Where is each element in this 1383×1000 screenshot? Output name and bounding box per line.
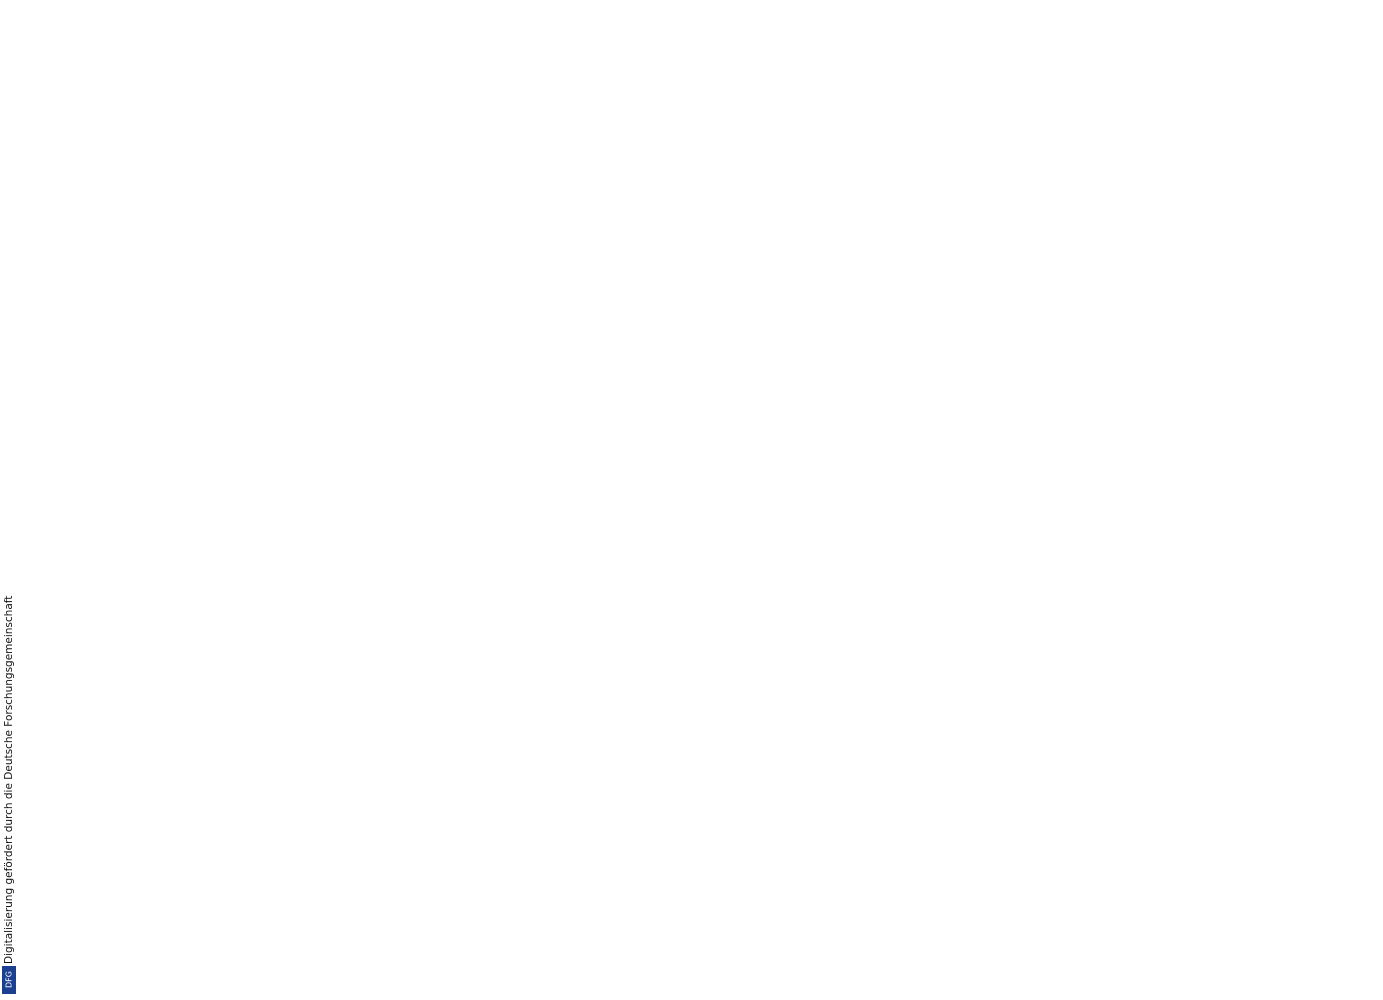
digitization-note: Digitalisierung gefördert durch die Deutsche Forschungsgemeinschaft — [3, 595, 15, 964]
dfg-logo: DFG — [2, 966, 16, 994]
